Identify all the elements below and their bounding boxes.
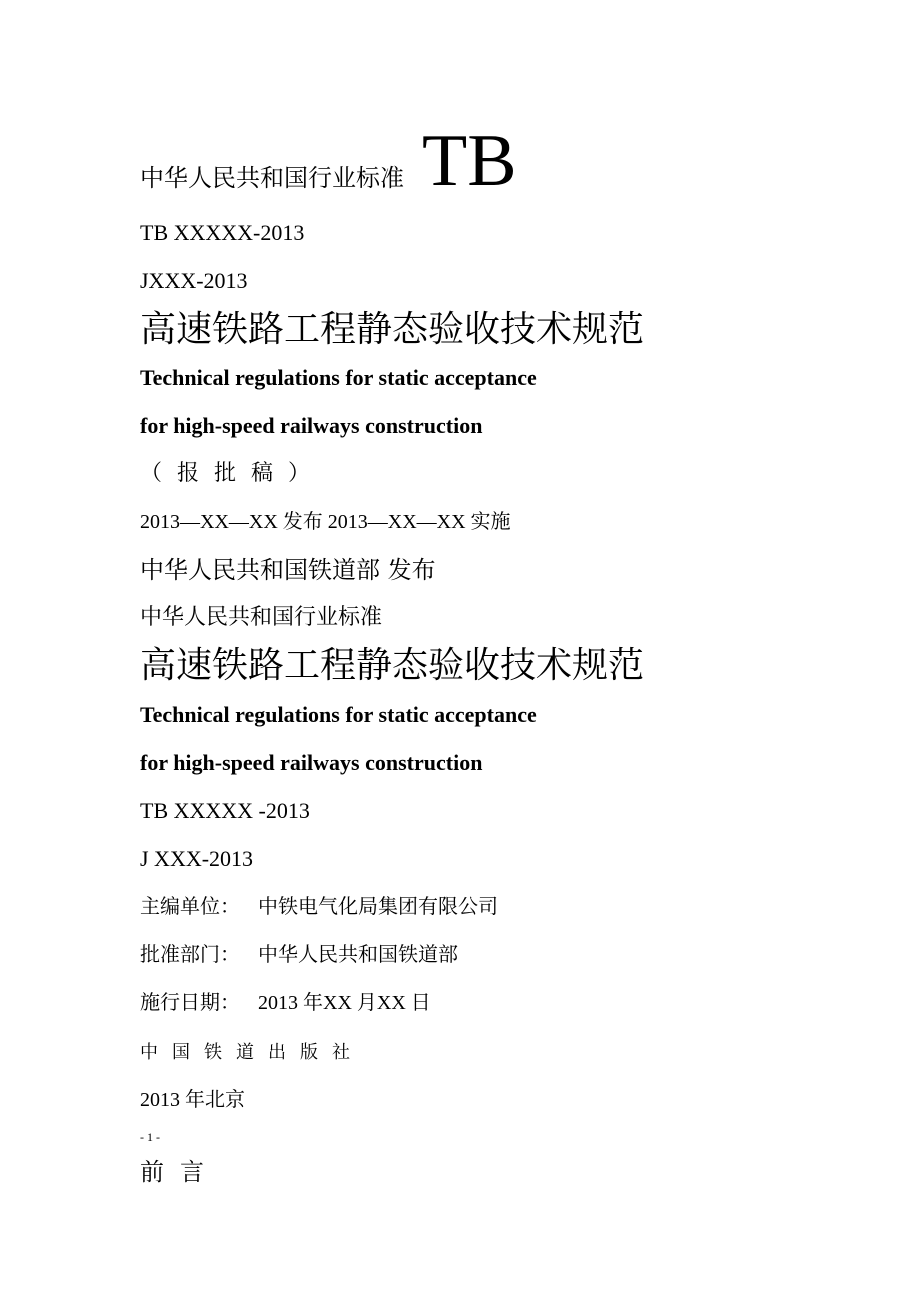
standard-code-j: JXXX-2013 — [140, 268, 248, 293]
info-row-editor — [140, 897, 498, 917]
inner-code-j: J XXX-2013 — [140, 846, 254, 871]
cover-title-cn: 高速铁路工程静态验收技术规范 — [140, 309, 645, 350]
cover-title-en-line2: for high-speed railways construction — [140, 413, 483, 438]
info-label: 批准部门： — [140, 944, 240, 966]
page-number: - 1 - — [140, 1130, 160, 1144]
tb-logo: TB — [422, 120, 517, 202]
info-row-effective-date — [140, 993, 431, 1013]
info-value: 2013 年XX 月XX 日 — [258, 992, 431, 1014]
cover-issuer: 中华人民共和国铁道部 发布 — [140, 556, 436, 584]
info-label: 施行日期： — [140, 992, 240, 1014]
standard-code-tb: TB XXXXX-2013 — [140, 220, 305, 245]
publisher: 中国铁道出版社 — [140, 1042, 364, 1062]
issue-implement-dates: 2013—XX—XX 发布 2013—XX—XX 实施 — [140, 511, 511, 533]
info-value: 中华人民共和国铁道部 — [258, 944, 458, 966]
info-label: 主编单位： — [140, 896, 240, 918]
publication-year-city: 2013 年北京 — [140, 1089, 245, 1111]
draft-note: （报批稿） — [140, 460, 326, 485]
cover-title-en-line1: Technical regulations for static acceptance — [140, 365, 537, 390]
inner-standard-type: 中华人民共和国行业标准 — [140, 605, 383, 630]
inner-title-en-line2: for high-speed railways construction — [140, 750, 483, 775]
inner-code-tb: TB XXXXX -2013 — [140, 798, 310, 823]
inner-title-en-line1: Technical regulations for static acceptance — [140, 702, 537, 727]
info-row-approver — [140, 945, 458, 965]
preface-heading: 前言 — [140, 1160, 220, 1186]
cover-header — [140, 120, 517, 202]
inner-title-cn: 高速铁路工程静态验收技术规范 — [140, 645, 645, 686]
standard-type: 中华人民共和国行业标准 — [140, 163, 404, 192]
info-value: 中铁电气化局集团有限公司 — [258, 896, 498, 918]
